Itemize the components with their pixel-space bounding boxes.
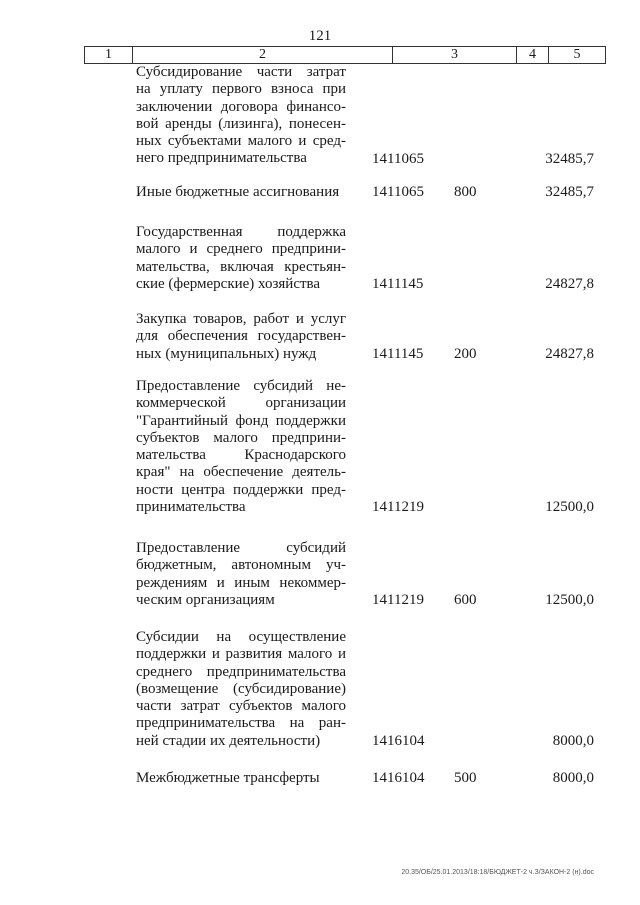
description-line: Субсидирование части затрат bbox=[136, 64, 346, 80]
row-description bbox=[136, 540, 346, 609]
description-line: Закупка товаров, работ и услуг bbox=[136, 311, 346, 327]
row-code: 1411219 bbox=[372, 591, 424, 608]
row-code: 1411219 bbox=[372, 499, 424, 516]
row-amount: 32485,7 bbox=[545, 150, 594, 167]
description-line: заключении договора финансо- bbox=[136, 98, 346, 115]
description-line: края" на обеспечение деятель- bbox=[136, 464, 346, 481]
row-description bbox=[136, 64, 346, 168]
row-amount: 8000,0 bbox=[552, 732, 594, 749]
row-code: 1411145 bbox=[372, 275, 424, 292]
description-line: на уплату первого взноса при bbox=[136, 81, 346, 98]
description-line: субъектов малого предприни- bbox=[136, 429, 346, 446]
row-code: 1416104 bbox=[372, 770, 425, 786]
row-amount: 24827,8 bbox=[545, 275, 594, 292]
header-col-2: 2 bbox=[133, 47, 393, 63]
header-col-4: 4 bbox=[517, 47, 549, 63]
description-line: ские (фермерские) хозяйства bbox=[136, 275, 321, 292]
description-line: Иные бюджетные ассигнования bbox=[136, 184, 340, 200]
description-line: среднего предпринимательства bbox=[136, 663, 346, 680]
description-line: мательства Краснодарского bbox=[136, 447, 346, 464]
description-line: поддержки и развития малого и bbox=[136, 646, 346, 663]
row-amount: 12500,0 bbox=[545, 591, 594, 608]
description-line: ческим организациям bbox=[136, 591, 275, 608]
row-description bbox=[136, 770, 346, 787]
row-code: 1416104 bbox=[372, 732, 425, 749]
row-amount: 24827,8 bbox=[545, 345, 594, 362]
row-expense-type: 200 bbox=[454, 345, 477, 362]
description-line: ней стадии их деятельности) bbox=[136, 732, 321, 749]
description-line: Межбюджетные трансферты bbox=[136, 770, 320, 786]
row-amount: 12500,0 bbox=[545, 499, 594, 516]
description-line: Субсидии на осуществление bbox=[136, 629, 346, 645]
description-line: него предпринимательства bbox=[136, 150, 307, 167]
description-line: предпринимательства на ран- bbox=[136, 715, 346, 732]
row-amount: 32485,7 bbox=[545, 184, 594, 200]
description-line: Предоставление субсидий bbox=[136, 540, 346, 556]
row-description bbox=[136, 378, 346, 516]
row-expense-type: 600 bbox=[454, 591, 477, 608]
row-description bbox=[136, 311, 346, 363]
row-description bbox=[136, 224, 346, 293]
row-expense-type: 500 bbox=[454, 770, 477, 786]
footer-file-path: 20.35/ОБ/25.01.2013/18:18/БЮДЖЕТ-2 ч.З/ЗАКОН-2 (н).doc bbox=[401, 869, 594, 876]
description-line: принимательства bbox=[136, 499, 246, 516]
row-expense-type: 800 bbox=[454, 184, 477, 200]
row-code: 1411065 bbox=[372, 184, 424, 200]
description-line: части затрат субъектов малого bbox=[136, 698, 346, 715]
description-line: для обеспечения государствен- bbox=[136, 328, 346, 345]
row-description bbox=[136, 629, 346, 750]
description-line: Государственная поддержка bbox=[136, 224, 346, 240]
description-line: ности центра поддержки пред- bbox=[136, 481, 346, 498]
description-line: бюджетным, автономным уч- bbox=[136, 557, 346, 574]
description-line: ных (муниципальных) нужд bbox=[136, 345, 317, 362]
header-col-3: 3 bbox=[393, 47, 517, 63]
description-line: "Гарантийный фонд поддержки bbox=[136, 412, 346, 429]
row-code: 1411145 bbox=[372, 345, 424, 362]
table-header bbox=[84, 46, 606, 64]
page-number: 121 bbox=[308, 28, 332, 44]
description-line: малого и среднего предприни- bbox=[136, 241, 346, 258]
description-line: реждениям и иным некоммер- bbox=[136, 574, 346, 591]
description-line: (возмещение (субсидирование) bbox=[136, 680, 346, 697]
header-col-1: 1 bbox=[85, 47, 133, 63]
row-description bbox=[136, 184, 346, 201]
description-line: Предоставление субсидий не- bbox=[136, 378, 346, 394]
row-code: 1411065 bbox=[372, 150, 424, 167]
description-line: ных субъектами малого и сред- bbox=[136, 133, 346, 150]
description-line: вой аренды (лизинга), понесен- bbox=[136, 115, 346, 132]
description-line: коммерческой организации bbox=[136, 395, 346, 412]
row-amount: 8000,0 bbox=[552, 770, 594, 786]
header-col-5: 5 bbox=[573, 47, 581, 62]
description-line: мательства, включая крестьян- bbox=[136, 258, 346, 275]
